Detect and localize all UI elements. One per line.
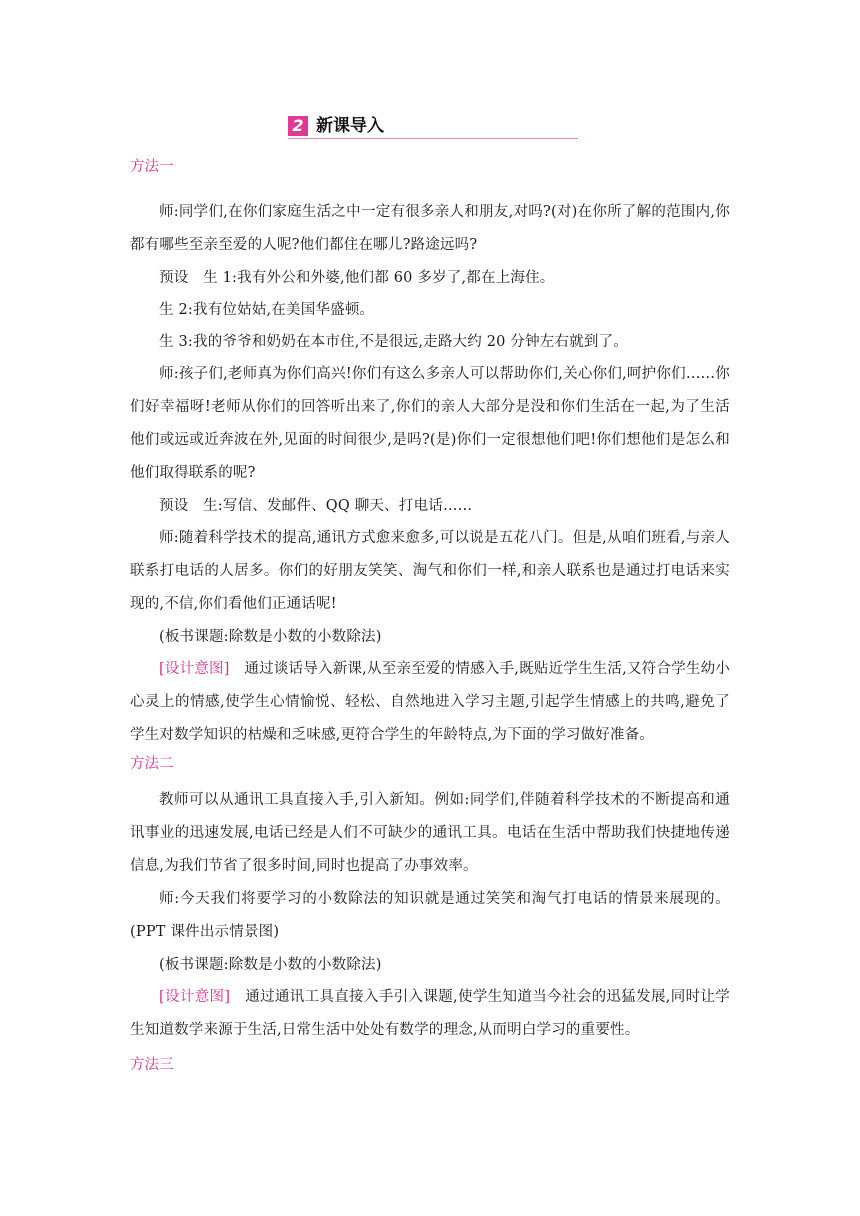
section-title: 新课导入	[316, 116, 384, 136]
design-intent-tag: [设计意图]	[159, 661, 230, 677]
design-intent-tag: [设计意图]	[159, 989, 231, 1005]
section-header	[288, 116, 578, 140]
paragraph: (板书课题:除数是小数的小数除法)	[159, 629, 382, 645]
main-content	[130, 155, 730, 1077]
section-number-badge: 2	[288, 116, 308, 136]
design-intent-text: 通过通讯工具直接入手引入课题,使学生知道当今社会的迅猛发展,同时让学生知道数学来源于生活,日常生活中处处有数学的理念,从而明白学习的重要性。	[130, 989, 730, 1038]
method-3-label: 方法三	[130, 1057, 174, 1073]
paragraph: 师:随着科学技术的提高,通讯方式愈来愈多,可以说是五花八门。但是,从咱们班看,与亲人联系打电话的人居多。你们的好朋友笑笑、淘气和你们一样,和亲人联系也是通过打电话来实现的,不信,你们看他们正通话呢!	[130, 530, 730, 612]
section-divider	[288, 138, 578, 139]
paragraph: 预设 生 1:我有外公和外婆,他们都 60 多岁了,都在上海住。	[159, 270, 555, 286]
paragraph: (板书课题:除数是小数的小数除法)	[159, 957, 382, 973]
design-intent-paragraph	[130, 653, 730, 752]
paragraph: 生 3:我的爷爷和奶奶在本市住,不是很远,走路大约 20 分钟左右就到了。	[159, 334, 629, 350]
design-intent-text: 通过谈话导入新课,从至亲至爱的情感入手,既贴近学生生活,又符合学生幼小心灵上的情感,使学生心情愉悦、轻松、自然地进入学习主题,引起学生情感上的共鸣,避免了学生对数学知识的枯燥和乏味感,更符合学生的年龄特点,为下面的学习做好准备。	[130, 661, 731, 743]
paragraph: 预设 生:写信、发邮件、QQ 聊天、打电话……	[159, 498, 473, 514]
paragraph: 师:同学们,在你们家庭生活之中一定有很多亲人和朋友,对吗?(对)在你所了解的范围内,你都有哪些至亲至爱的人呢?他们都住在哪儿?路途远吗?	[130, 204, 730, 253]
paragraph: 师:今天我们将要学习的小数除法的知识就是通过笑笑和淘气打电话的情景来展现的。(PPT 课件出示情景图)	[130, 891, 730, 940]
method-2-label: 方法二	[130, 756, 174, 772]
design-intent-paragraph	[130, 981, 730, 1047]
paragraph: 生 2:我有位姑姑,在美国华盛顿。	[159, 302, 375, 318]
paragraph: 师:孩子们,老师真为你们高兴!你们有这么多亲人可以帮助你们,关心你们,呵护你们……你们好幸福呀!老师从你们的回答听出来了,你们的亲人大部分是没和你们生活在一起,为了生活他们或远或近奔波在外,见面的时间很少,是吗?(是)你们一定很想他们吧!你们想他们是怎么和他们取得联系的呢?	[130, 366, 730, 481]
paragraph: 教师可以从通讯工具直接入手,引入新知。例如:同学们,伴随着科学技术的不断提高和通讯事业的迅速发展,电话已经是人们不可缺少的通讯工具。电话在生活中帮助我们快捷地传递信息,为我们节省了很多时间,同时也提高了办事效率。	[130, 792, 730, 874]
method-1-label: 方法一	[130, 159, 174, 175]
